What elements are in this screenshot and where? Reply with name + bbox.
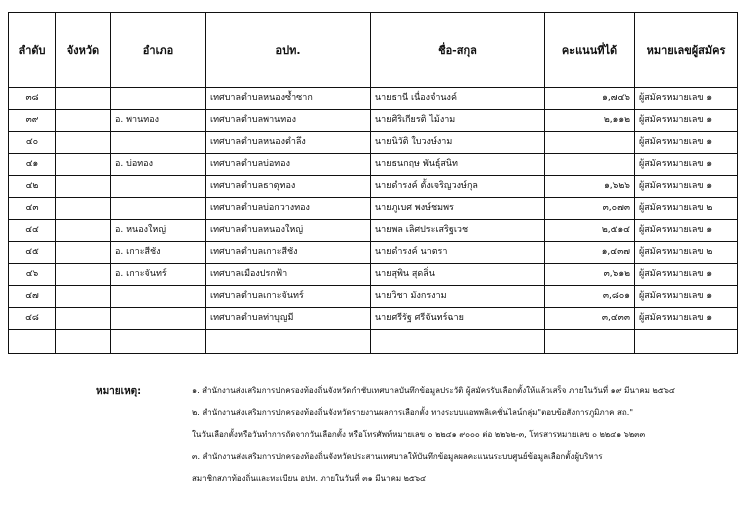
cell-score: ๑,๗๔๖: [545, 88, 635, 110]
cell-province: [56, 132, 111, 154]
cell-org: เทศบาลตำบลท่าบุญมี: [206, 308, 371, 330]
cell-org: เทศบาลตำบลบ่อทอง: [206, 154, 371, 176]
cell-name: นายสุพิน สุดลิ่น: [371, 264, 545, 286]
header-province: จังหวัด: [56, 13, 111, 88]
cell-district: [111, 198, 206, 220]
cell-candidate: [635, 330, 738, 354]
cell-name: นายภูเบศ พงษ์ชมพร: [371, 198, 545, 220]
table-header-row: [9, 13, 738, 88]
cell-org: เทศบาลเมืองปรกฟ้า: [206, 264, 371, 286]
cell-score: ๒,๑๑๒: [545, 110, 635, 132]
cell-province: [56, 176, 111, 198]
table-row: [9, 110, 738, 132]
cell-district: อ. พานทอง: [111, 110, 206, 132]
cell-no: ๔๕: [9, 242, 56, 264]
cell-province: [56, 110, 111, 132]
cell-no: ๔๖: [9, 264, 56, 286]
cell-district: อ. เกาะจันทร์: [111, 264, 206, 286]
header-district: อำเภอ: [111, 13, 206, 88]
cell-org: เทศบาลตำบลหนองตำลึง: [206, 132, 371, 154]
notes-title: หมายเหตุ:: [96, 386, 142, 397]
header-candidate: หมายเลขผู้สมัคร: [635, 13, 738, 88]
cell-district: [111, 308, 206, 330]
results-table: [8, 12, 738, 354]
cell-name: นายดำรงค์ ตั้งเจริญวงษ์กุล: [371, 176, 545, 198]
cell-name: นายพล เลิศประเสริฐเวช: [371, 220, 545, 242]
cell-no: ๔๘: [9, 308, 56, 330]
table-row: [9, 330, 738, 354]
cell-province: [56, 220, 111, 242]
cell-no: ๔๒: [9, 176, 56, 198]
cell-district: อ. หนองใหญ่: [111, 220, 206, 242]
cell-no: ๓๘: [9, 88, 56, 110]
table-row: [9, 308, 738, 330]
cell-org: [206, 330, 371, 354]
note-line: ๑. สำนักงานส่งเสริมการปกครองท้องถิ่นจังหวัดกำชับเทศบาลบันทึกข้อมูลประวัติ ผู้สมัครรับเลือกตั้งให้แล้วเสร็จ ภายในวันที่ ๑๙ มีนาคม ๒๕๖๔: [192, 386, 675, 395]
cell-score: ๓,๖๑๒: [545, 264, 635, 286]
table-row: [9, 286, 738, 308]
cell-candidate: ผู้สมัครหมายเลข ๑: [635, 286, 738, 308]
cell-score: ๓,๐๗๓: [545, 198, 635, 220]
cell-org: เทศบาลตำบลเกาะจันทร์: [206, 286, 371, 308]
cell-score: ๓,๔๓๓: [545, 308, 635, 330]
cell-province: [56, 198, 111, 220]
table-row: [9, 264, 738, 286]
cell-org: เทศบาลตำบลบ่อกวางทอง: [206, 198, 371, 220]
cell-name: นายวิชา มังกรงาม: [371, 286, 545, 308]
cell-org: เทศบาลตำบลหนองใหญ่: [206, 220, 371, 242]
cell-candidate: ผู้สมัครหมายเลข ๑: [635, 154, 738, 176]
table-row: [9, 176, 738, 198]
cell-candidate: ผู้สมัครหมายเลข ๑: [635, 264, 738, 286]
cell-province: [56, 88, 111, 110]
cell-district: อ. เกาะสีชัง: [111, 242, 206, 264]
note-line: ๒. สำนักงานส่งเสริมการปกครองท้องถิ่นจังหวัดรายงานผลการเลือกตั้ง ทางระบบแอพพลิเคชั่นไลน์กลุ่ม"ตอบข้อสังการภูมิภาค สถ.": [192, 408, 633, 417]
cell-candidate: ผู้สมัครหมายเลข ๒: [635, 198, 738, 220]
note-line: สมาชิกสภาท้องถิ่นและทะเบียน อปท. ภายในวันที่ ๓๑ มีนาคม ๒๕๖๔: [192, 474, 427, 483]
cell-candidate: ผู้สมัครหมายเลข ๑: [635, 308, 738, 330]
cell-no: ๔๑: [9, 154, 56, 176]
cell-name: [371, 330, 545, 354]
cell-district: [111, 286, 206, 308]
cell-province: [56, 308, 111, 330]
cell-district: [111, 132, 206, 154]
cell-name: นายธนกฤษ พันธุ์สนิท: [371, 154, 545, 176]
cell-org: เทศบาลตำบลหนองซ้ำซาก: [206, 88, 371, 110]
header-score: คะแนนที่ได้: [545, 13, 635, 88]
note-line: ๓. สำนักงานส่งเสริมการปกครองท้องถิ่นจังหวัดประสานเทศบาลให้บันทึกข้อมูลผลคะแนนระบบศูนย์ข้อมูลเลือกตั้งผู้บริหาร: [192, 452, 603, 461]
cell-district: [111, 330, 206, 354]
cell-no: ๔๔: [9, 220, 56, 242]
cell-score: [545, 154, 635, 176]
cell-no: [9, 330, 56, 354]
table-row: [9, 242, 738, 264]
cell-district: [111, 176, 206, 198]
cell-score: ๑,๔๓๗: [545, 242, 635, 264]
cell-candidate: ผู้สมัครหมายเลข ๑: [635, 88, 738, 110]
table-row: [9, 154, 738, 176]
table-row: [9, 198, 738, 220]
cell-no: ๔๐: [9, 132, 56, 154]
cell-province: [56, 330, 111, 354]
cell-candidate: ผู้สมัครหมายเลข ๒: [635, 242, 738, 264]
cell-no: ๓๙: [9, 110, 56, 132]
cell-no: ๔๗: [9, 286, 56, 308]
cell-name: นายศรีรัฐ ศรีจันทร์ฉาย: [371, 308, 545, 330]
cell-score: ๓,๘๐๑: [545, 286, 635, 308]
cell-name: นายดำรงค์ นาตรา: [371, 242, 545, 264]
cell-candidate: ผู้สมัครหมายเลข ๑: [635, 176, 738, 198]
cell-score: ๒,๕๑๔: [545, 220, 635, 242]
cell-district: [111, 88, 206, 110]
header-org: อปท.: [206, 13, 371, 88]
cell-district: อ. บ่อทอง: [111, 154, 206, 176]
cell-name: นายธานี เนื่องจำนงค์: [371, 88, 545, 110]
header-no: ลำดับ: [9, 13, 56, 88]
cell-name: นายศิริเกียรติ ไม้งาม: [371, 110, 545, 132]
note-line: ในวันเลือกตั้งหรือวันทำการถัดจากวันเลือกตั้ง หรือโทรศัพท์หมายเลข ๐ ๒๒๔๑ ๙๐๐๐ ต่อ ๒๒๖๒-๓, โทรสารหมายเลข ๐ ๒๒๔๑ ๖๒๓๓: [192, 430, 646, 439]
table-row: [9, 220, 738, 242]
cell-score: ๑,๖๒๖: [545, 176, 635, 198]
table-row: [9, 132, 738, 154]
cell-score: [545, 330, 635, 354]
cell-candidate: ผู้สมัครหมายเลข ๑: [635, 220, 738, 242]
cell-org: เทศบาลตำบลธาตุทอง: [206, 176, 371, 198]
cell-candidate: ผู้สมัครหมายเลข ๑: [635, 132, 738, 154]
cell-province: [56, 154, 111, 176]
table-row: [9, 88, 738, 110]
cell-no: ๔๓: [9, 198, 56, 220]
cell-org: เทศบาลตำบลเกาะสีชัง: [206, 242, 371, 264]
cell-candidate: ผู้สมัครหมายเลข ๑: [635, 110, 738, 132]
cell-province: [56, 286, 111, 308]
header-name: ชื่อ-สกุล: [371, 13, 545, 88]
cell-province: [56, 264, 111, 286]
cell-org: เทศบาลตำบลพานทอง: [206, 110, 371, 132]
cell-score: [545, 132, 635, 154]
cell-province: [56, 242, 111, 264]
cell-name: นายนิวัติ ใบวงษ์งาม: [371, 132, 545, 154]
